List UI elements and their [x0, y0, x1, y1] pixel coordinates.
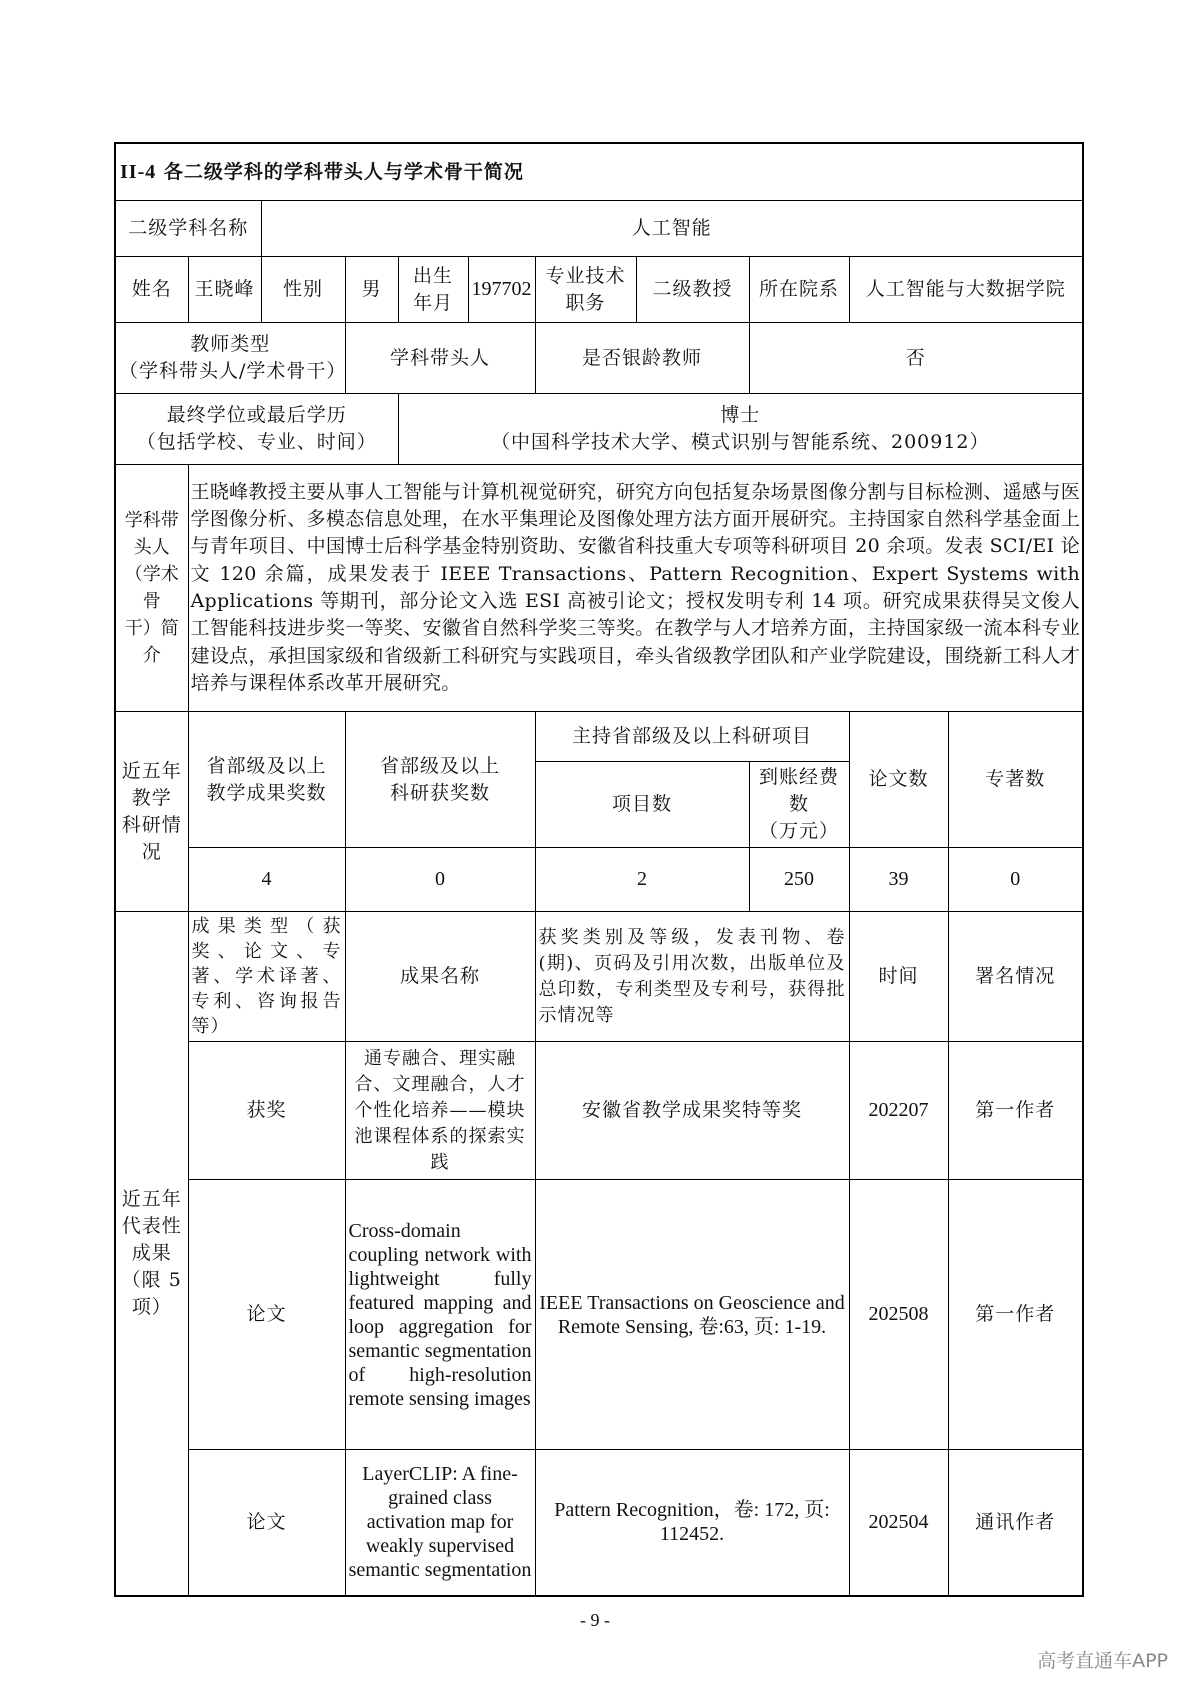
birth-label: 出生 年月: [398, 257, 468, 323]
achievement-name: Cross-domain coupling network with lightweight fully featured mapping and loop aggregation for semantic segmentation of high-resolution remote sensing images: [345, 1180, 535, 1450]
stats-values-row: [115, 848, 1083, 912]
silver-teacher-label: 是否银龄教师: [535, 323, 749, 394]
achievement-detail: 安徽省教学成果奖特等奖: [535, 1042, 849, 1180]
research-award-value: 0: [345, 848, 535, 912]
watermark-text: 高考直通车APP: [1037, 1650, 1168, 1672]
project-count-header: 项目数: [535, 762, 749, 848]
teach-award-header: 省部级及以上 教学成果奖数: [188, 712, 345, 848]
intro-label: 学科带头人 （学术骨 干）简介: [115, 465, 188, 712]
teacher-type-label: 教师类型 （学科带头人/学术骨干）: [115, 323, 345, 394]
gender-value: 男: [345, 257, 398, 323]
teach-award-value: 4: [188, 848, 345, 912]
achievement-type: 论文: [188, 1180, 345, 1450]
achievement-time-header: 时间: [849, 912, 948, 1042]
achievement-type: 获奖: [188, 1042, 345, 1180]
funding-value: 250: [749, 848, 849, 912]
discipline-row: [115, 201, 1083, 257]
profile-form-table: [114, 142, 1084, 1597]
achievement-name-header: 成果名称: [345, 912, 535, 1042]
achievement-time: 202504: [849, 1450, 948, 1596]
achievement-sign: 通讯作者: [948, 1450, 1083, 1596]
achievement-row: [115, 1450, 1083, 1596]
achievement-row: [115, 1180, 1083, 1450]
achievement-detail-header: 获奖类别及等级，发表刊物、卷(期)、页码及引用次数，出版单位及总印数，专利类型及专利号，获得批示情况等: [535, 912, 849, 1042]
teacher-type-row: [115, 323, 1083, 394]
teacher-type-value: 学科带头人: [345, 323, 535, 394]
name-label: 姓名: [115, 257, 188, 323]
achievement-row: [115, 1042, 1083, 1180]
achievement-detail: IEEE Transactions on Geoscience and Remote Sensing, 卷:63, 页: 1-19.: [535, 1180, 849, 1450]
section-title-row: [115, 143, 1083, 201]
achievement-sign-header: 署名情况: [948, 912, 1083, 1042]
title-label: 专业技术 职务: [535, 257, 636, 323]
intro-row: [115, 465, 1083, 712]
discipline-label: 二级学科名称: [115, 201, 261, 257]
degree-value: [398, 394, 1083, 465]
achievements-label: 近五年 代表性成果 （限 5 项）: [115, 912, 188, 1596]
discipline-value: 人工智能: [261, 201, 1083, 257]
intro-text: 王晓峰教授主要从事人工智能与计算机视觉研究，研究方向包括复杂场景图像分割与目标检测、遥感与医学图像分析、多模态信息处理，在水平集理论及图像处理方法方面开展研究。主持国家自然科学基金面上与青年项目、中国博士后科学基金特别资助、安徽省科技重大专项等科研项目 20 余项。发表 SCI/EI 论文 120 余篇，成果发表于 IEEE Transactions、Pattern Recognition、Expert Systems with Applications 等期刊，部分论文入选 ESI 高被引论文；授权发明专利 14 项。研究成果获得吴文俊人工智能科技进步奖一等奖、安徽省自然科学奖三等奖。在教学与人才培养方面，主持国家级一流本科专业建设点，承担国家级和省级新工科研究与实践项目，牵头省级教学团队和产业学院建设，围绕新工科人才培养与课程体系改革开展研究。: [188, 465, 1083, 712]
achievement-type: 论文: [188, 1450, 345, 1596]
books-header: 专著数: [948, 712, 1083, 848]
name-value: 王晓峰: [188, 257, 261, 323]
page-number: - 9 -: [580, 1610, 610, 1630]
dept-label: 所在院系: [749, 257, 849, 323]
achievements-header-row: [115, 912, 1083, 1042]
achievement-sign: 第一作者: [948, 1180, 1083, 1450]
stats-header-row-1: [115, 712, 1083, 762]
dept-value: 人工智能与大数据学院: [849, 257, 1083, 323]
achievement-detail: Pattern Recognition，卷: 172, 页: 112452.: [535, 1450, 849, 1596]
section-title: II-4 各二级学科的学科带头人与学术骨干简况: [115, 143, 1083, 201]
project-count-value: 2: [535, 848, 749, 912]
degree-detail: （中国科学技术大学、模式识别与智能系统、200912）: [490, 431, 990, 453]
degree-row: [115, 394, 1083, 465]
gender-label: 性别: [261, 257, 345, 323]
achievement-time: 202207: [849, 1042, 948, 1180]
person-row: [115, 257, 1083, 323]
achievement-sign: 第一作者: [948, 1042, 1083, 1180]
achievement-name: 通专融合、理实融合、文理融合，人才个性化培养——模块池课程体系的探索实践: [345, 1042, 535, 1180]
achievement-type-header: 成果类型（获奖、论文、专著、学术译著、专利、咨询报告等）: [188, 912, 345, 1042]
achievement-name: LayerCLIP: A fine-grained class activation map for weakly supervised semantic segmentation: [345, 1450, 535, 1596]
silver-teacher-value: 否: [749, 323, 1083, 394]
title-value: 二级教授: [636, 257, 749, 323]
papers-value: 39: [849, 848, 948, 912]
profile-form-sheet: [114, 142, 1082, 1597]
funding-header: 到账经费数 （万元）: [749, 762, 849, 848]
achievement-time: 202508: [849, 1180, 948, 1450]
research-award-header: 省部级及以上 科研获奖数: [345, 712, 535, 848]
projects-group-header: 主持省部级及以上科研项目: [535, 712, 849, 762]
books-value: 0: [948, 848, 1083, 912]
degree-label: 最终学位或最后学历 （包括学校、专业、时间）: [115, 394, 398, 465]
stats-label: 近五年教学 科研情况: [115, 712, 188, 912]
birth-value: 197702: [468, 257, 535, 323]
papers-header: 论文数: [849, 712, 948, 848]
degree-name: 博士: [720, 404, 761, 426]
